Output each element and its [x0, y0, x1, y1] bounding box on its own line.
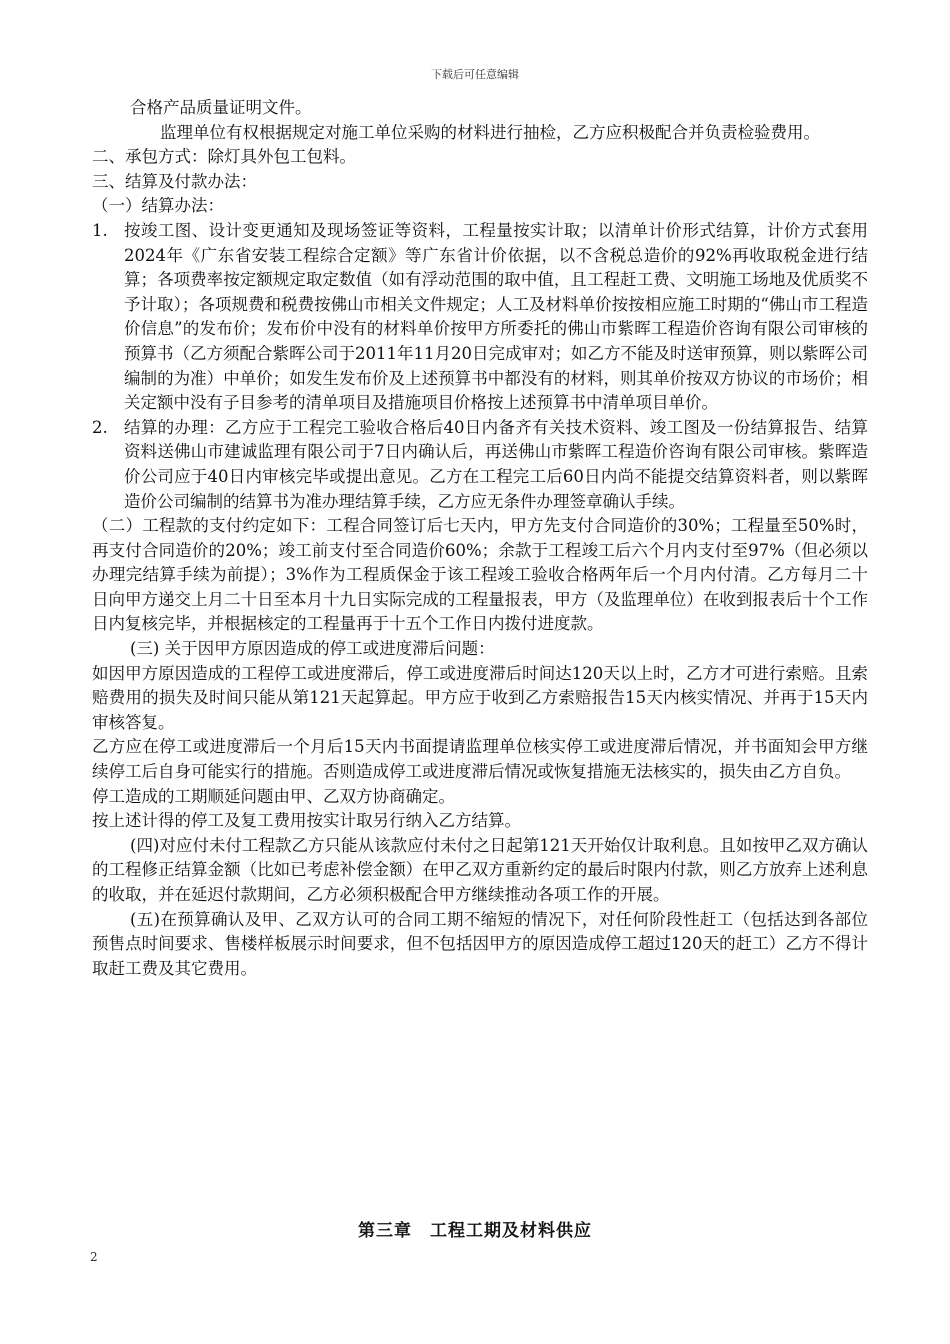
subsection-settlement-method: （一）结算办法：: [92, 196, 224, 216]
section-contract-mode: 二、承包方式：除灯具外包工包料。: [92, 147, 356, 167]
subsection-late-payment-interest: (四)对应付未付工程款乙方只能从该款应付未付之日起第121天开始仅计取利息。且如按甲乙双方确认的工程修正结算金额（比如已考虑补偿金额）在甲乙双方重新约定的最后时限内付款，则乙方放弃上述利息的收取，并在延迟付款期间，乙方必须积极配合甲方继续推动各项工作的开展。: [92, 835, 868, 904]
list-item-settlement-procedure: [92, 416, 868, 514]
chapter-title: 第三章 工程工期及材料供应: [358, 1221, 592, 1241]
page-header-note: 下载后可任意编辑: [431, 68, 519, 81]
paragraph-stoppage-costs: 按上述计得的停工及复工费用按实计取另行纳入乙方结算。: [92, 811, 521, 831]
paragraph-supervision-inspection: 监理单位有权根据规定对施工单位采购的材料进行抽检，乙方应积极配合并负责检验费用。: [160, 122, 820, 142]
paragraph-schedule-extension: 停工造成的工期顺延问题由甲、乙双方协商确定。: [92, 786, 455, 806]
page-number: 2: [90, 1250, 98, 1264]
list-item-settlement-basis: [92, 219, 868, 416]
subsection-payment-terms: （二）工程款的支付约定如下：工程合同签订后七天内，甲方先支付合同造价的30%；工程量至50%时，再支付合同造价的20%；竣工前支付至合同造价60%；余款于工程竣工后六个月内支付至97%（但必须以办理完结算手续为前提）；3%作为工程质保金于该工程竣工验收合格两年后一个月内付清。乙方每月二十日向甲方递交上月二十日至本月十九日实际完成的工程量报表，甲方（及监理单位）在收到报表后十个工作日内复核完毕，并根据核定的工程量再于十五个工作日内拨付进度款。: [92, 516, 868, 634]
list-item-number: 2.: [92, 417, 108, 437]
subsection-work-stoppage: (三) 关于因甲方原因造成的停工或进度滞后问题：: [130, 639, 495, 659]
paragraph-quality-certificate: 合格产品质量证明文件。: [130, 98, 312, 117]
subsection-rush-work: (五)在预算确认及甲、乙双方认可的合同工期不缩短的情况下，对任何阶段性赶工（包括达到各部位预售点时间要求、售楼样板展示时间要求，但不包括因甲方的原因造成停工超过120天的赶工）乙方不得计取赶工费及其它费用。: [92, 909, 868, 978]
paragraph-claim-conditions: 如因甲方原因造成的工程停工或进度滞后，停工或进度滞后时间达120天以上时，乙方才可进行索赔。且索赔费用的损失及时间只能从第121天起算起。甲方应于收到乙方索赔报告15天内核实情况、并再于15天内审核答复。: [92, 663, 868, 732]
paragraph-stoppage-notice: 乙方应在停工或进度滞后一个月后15天内书面提请监理单位核实停工或进度滞后情况，并书面知会甲方继续停工后自身可能实行的措施。否则造成停工或进度滞后情况或恢复措施无法核实的，损失由乙方自负。: [92, 737, 868, 782]
section-settlement-payment: 三、结算及付款办法：: [92, 171, 257, 191]
list-item-number: 1.: [92, 220, 108, 240]
list-item-text: 按竣工图、设计变更通知及现场签证等资料，工程量按实计取；以清单计价形式结算，计价方式套用2024年《广东省安装工程综合定额》等广东省计价依据，以不含税总造价的92%再收取税金进行结算；各项费率按定额规定取定数值（如有浮动范围的取中值，且工程赶工费、文明施工场地及优质奖不予计取）；各项规费和税费按佛山市相关文件规定；人工及材料单价按按相应施工时期的“佛山市工程造价信息”的发布价；发布价中没有的材料单价按甲方所委托的佛山市紫晖工程造价咨询有限公司审核的预算书（乙方须配合紫晖公司于2011年11月20日完成审对；如乙方不能及时送审预算，则以紫晖公司编制的为准）中单价；如发生发布价及上述预算书中都没有的材料，则其单价按双方协议的市场价；相关定额中没有子目参考的清单项目及措施项目价格按上述预算书中清单项目单价。: [124, 220, 868, 413]
list-item-text: 结算的办理：乙方应于工程完工验收合格后40日内备齐有关技术资料、竣工图及一份结算报告、结算资料送佛山市建诚监理有限公司于7日内确认后，再送佛山市紫晖工程造价咨询有限公司审核。紫晖造价公司应于40日内审核完毕或提出意见。乙方在工程完工后60日内尚不能提交结算资料者，则以紫晖造价公司编制的结算书为准办理结算手续，乙方应无条件办理签章确认手续。: [124, 417, 868, 511]
document-body: [92, 96, 868, 981]
